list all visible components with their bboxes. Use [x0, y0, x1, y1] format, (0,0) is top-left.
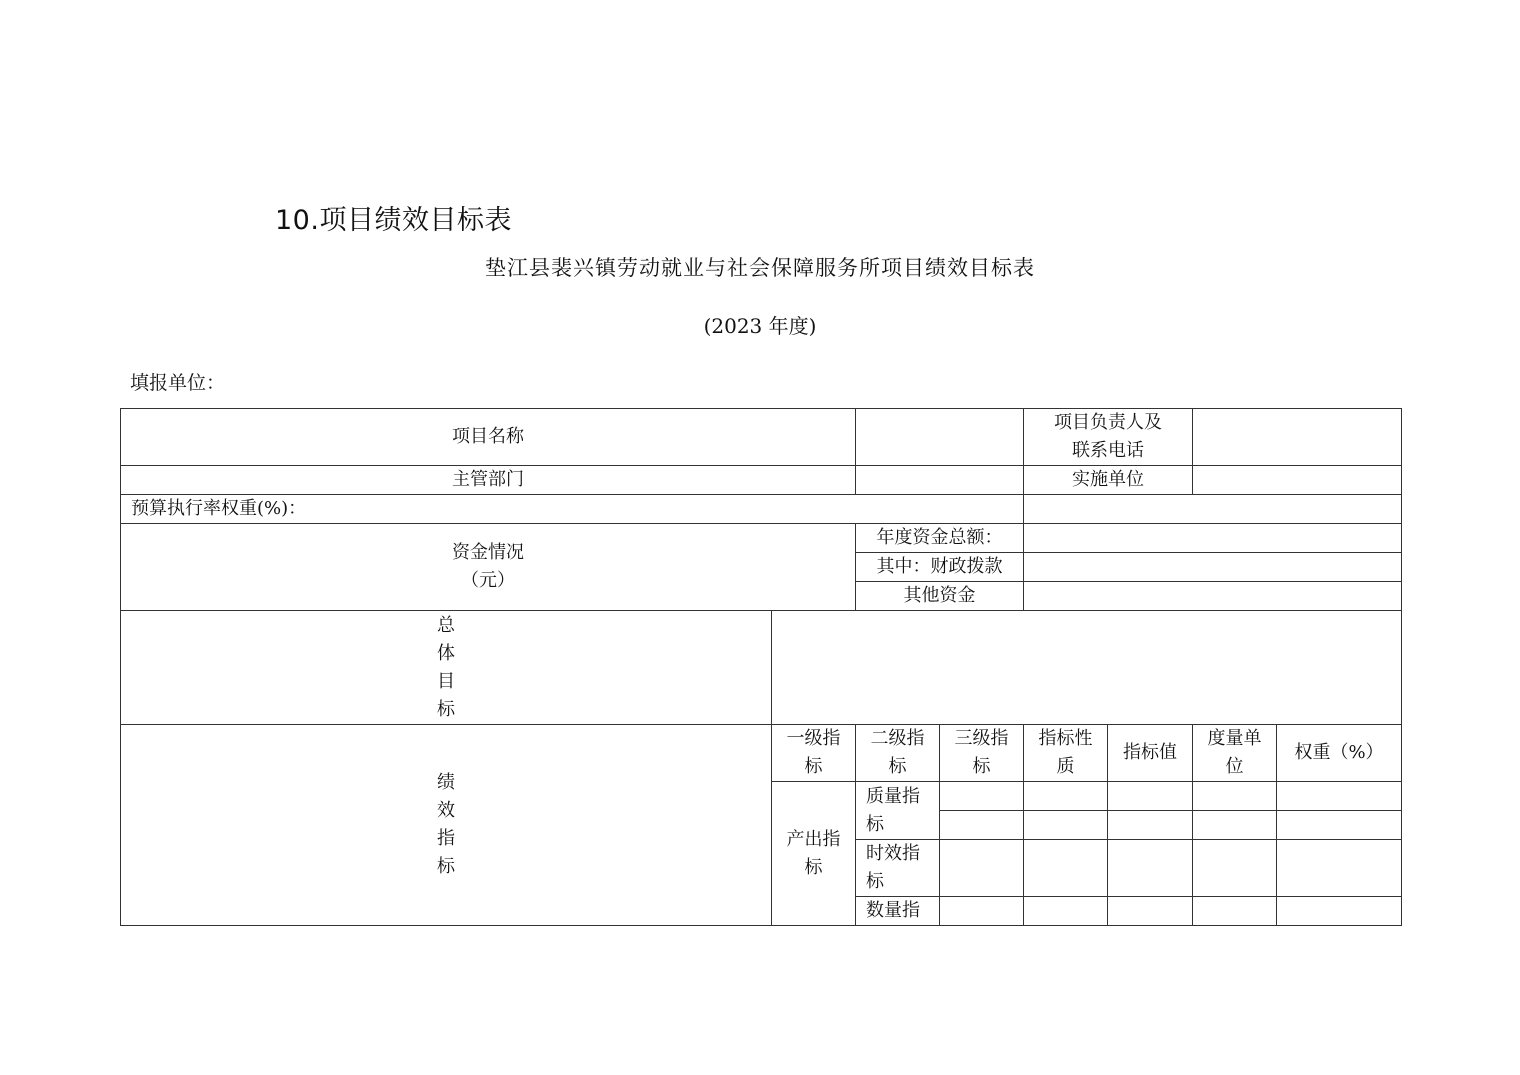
funds-label-line1: 资金情况 — [452, 542, 524, 563]
impl-unit-label: 实施单位 — [1024, 466, 1193, 495]
table-cell[interactable] — [940, 782, 1024, 811]
quality-indicator: 质量指标 — [856, 782, 940, 840]
budget-rate-value[interactable] — [1024, 495, 1402, 524]
table-cell[interactable] — [1024, 897, 1108, 926]
funds-label — [121, 524, 856, 611]
table-cell[interactable] — [1193, 897, 1277, 926]
project-name-value[interactable] — [856, 409, 1024, 466]
table-cell[interactable] — [1108, 840, 1193, 897]
competent-dept-value[interactable] — [856, 466, 1024, 495]
other-funds-value[interactable] — [1024, 582, 1402, 611]
other-funds-label: 其他资金 — [856, 582, 1024, 611]
page-title: 垫江县裴兴镇劳动就业与社会保障服务所项目绩效目标表 — [485, 256, 1035, 280]
header-level1: 一级指标 — [772, 725, 856, 782]
table-cell[interactable] — [1193, 840, 1277, 897]
year-label: (2023 年度) — [703, 314, 817, 338]
output-indicator: 产出指标 — [772, 782, 856, 926]
table-cell[interactable] — [1277, 897, 1402, 926]
header-weight: 权重（%） — [1277, 725, 1402, 782]
overall-goal-value[interactable] — [772, 611, 1402, 725]
table-cell[interactable] — [1108, 782, 1193, 811]
table-cell[interactable] — [1277, 811, 1402, 840]
project-leader-label: 项目负责人及联系电话 — [1024, 409, 1193, 466]
competent-dept-label: 主管部门 — [121, 466, 856, 495]
impl-unit-value[interactable] — [1193, 466, 1402, 495]
table-cell[interactable] — [1024, 811, 1108, 840]
fiscal-value[interactable] — [1024, 553, 1402, 582]
header-value: 指标值 — [1108, 725, 1193, 782]
table-cell[interactable] — [1193, 782, 1277, 811]
table-cell[interactable] — [1024, 840, 1108, 897]
table-cell[interactable] — [1108, 811, 1193, 840]
header-nature: 指标性质 — [1024, 725, 1108, 782]
quantity-indicator: 数量指 — [856, 897, 940, 926]
annual-total-value[interactable] — [1024, 524, 1402, 553]
budget-rate-label: 预算执行率权重(%)： — [121, 495, 1024, 524]
project-name-label: 项目名称 — [121, 409, 856, 466]
header-unit: 度量单位 — [1193, 725, 1277, 782]
timeliness-indicator: 时效指标 — [856, 840, 940, 897]
header-level2: 二级指标 — [856, 725, 940, 782]
filler-unit-label: 填报单位： — [130, 372, 226, 394]
table-cell[interactable] — [1277, 840, 1402, 897]
performance-target-table — [120, 408, 1402, 926]
funds-label-line2: （元） — [461, 570, 515, 591]
table-cell[interactable] — [940, 811, 1024, 840]
table-cell[interactable] — [940, 840, 1024, 897]
overall-goal-label: 总体目标 — [121, 611, 772, 725]
table-cell[interactable] — [1193, 811, 1277, 840]
project-leader-value[interactable] — [1193, 409, 1402, 466]
table-cell[interactable] — [940, 897, 1024, 926]
section-title: 10.项目绩效目标表 — [275, 205, 512, 236]
header-level3: 三级指标 — [940, 725, 1024, 782]
table-cell[interactable] — [1024, 782, 1108, 811]
perf-indicator-label: 绩效指标 — [121, 725, 772, 926]
table-cell[interactable] — [1108, 897, 1193, 926]
annual-total-label: 年度资金总额： — [856, 524, 1024, 553]
table-cell[interactable] — [1277, 782, 1402, 811]
fiscal-label: 其中：财政拨款 — [856, 553, 1024, 582]
